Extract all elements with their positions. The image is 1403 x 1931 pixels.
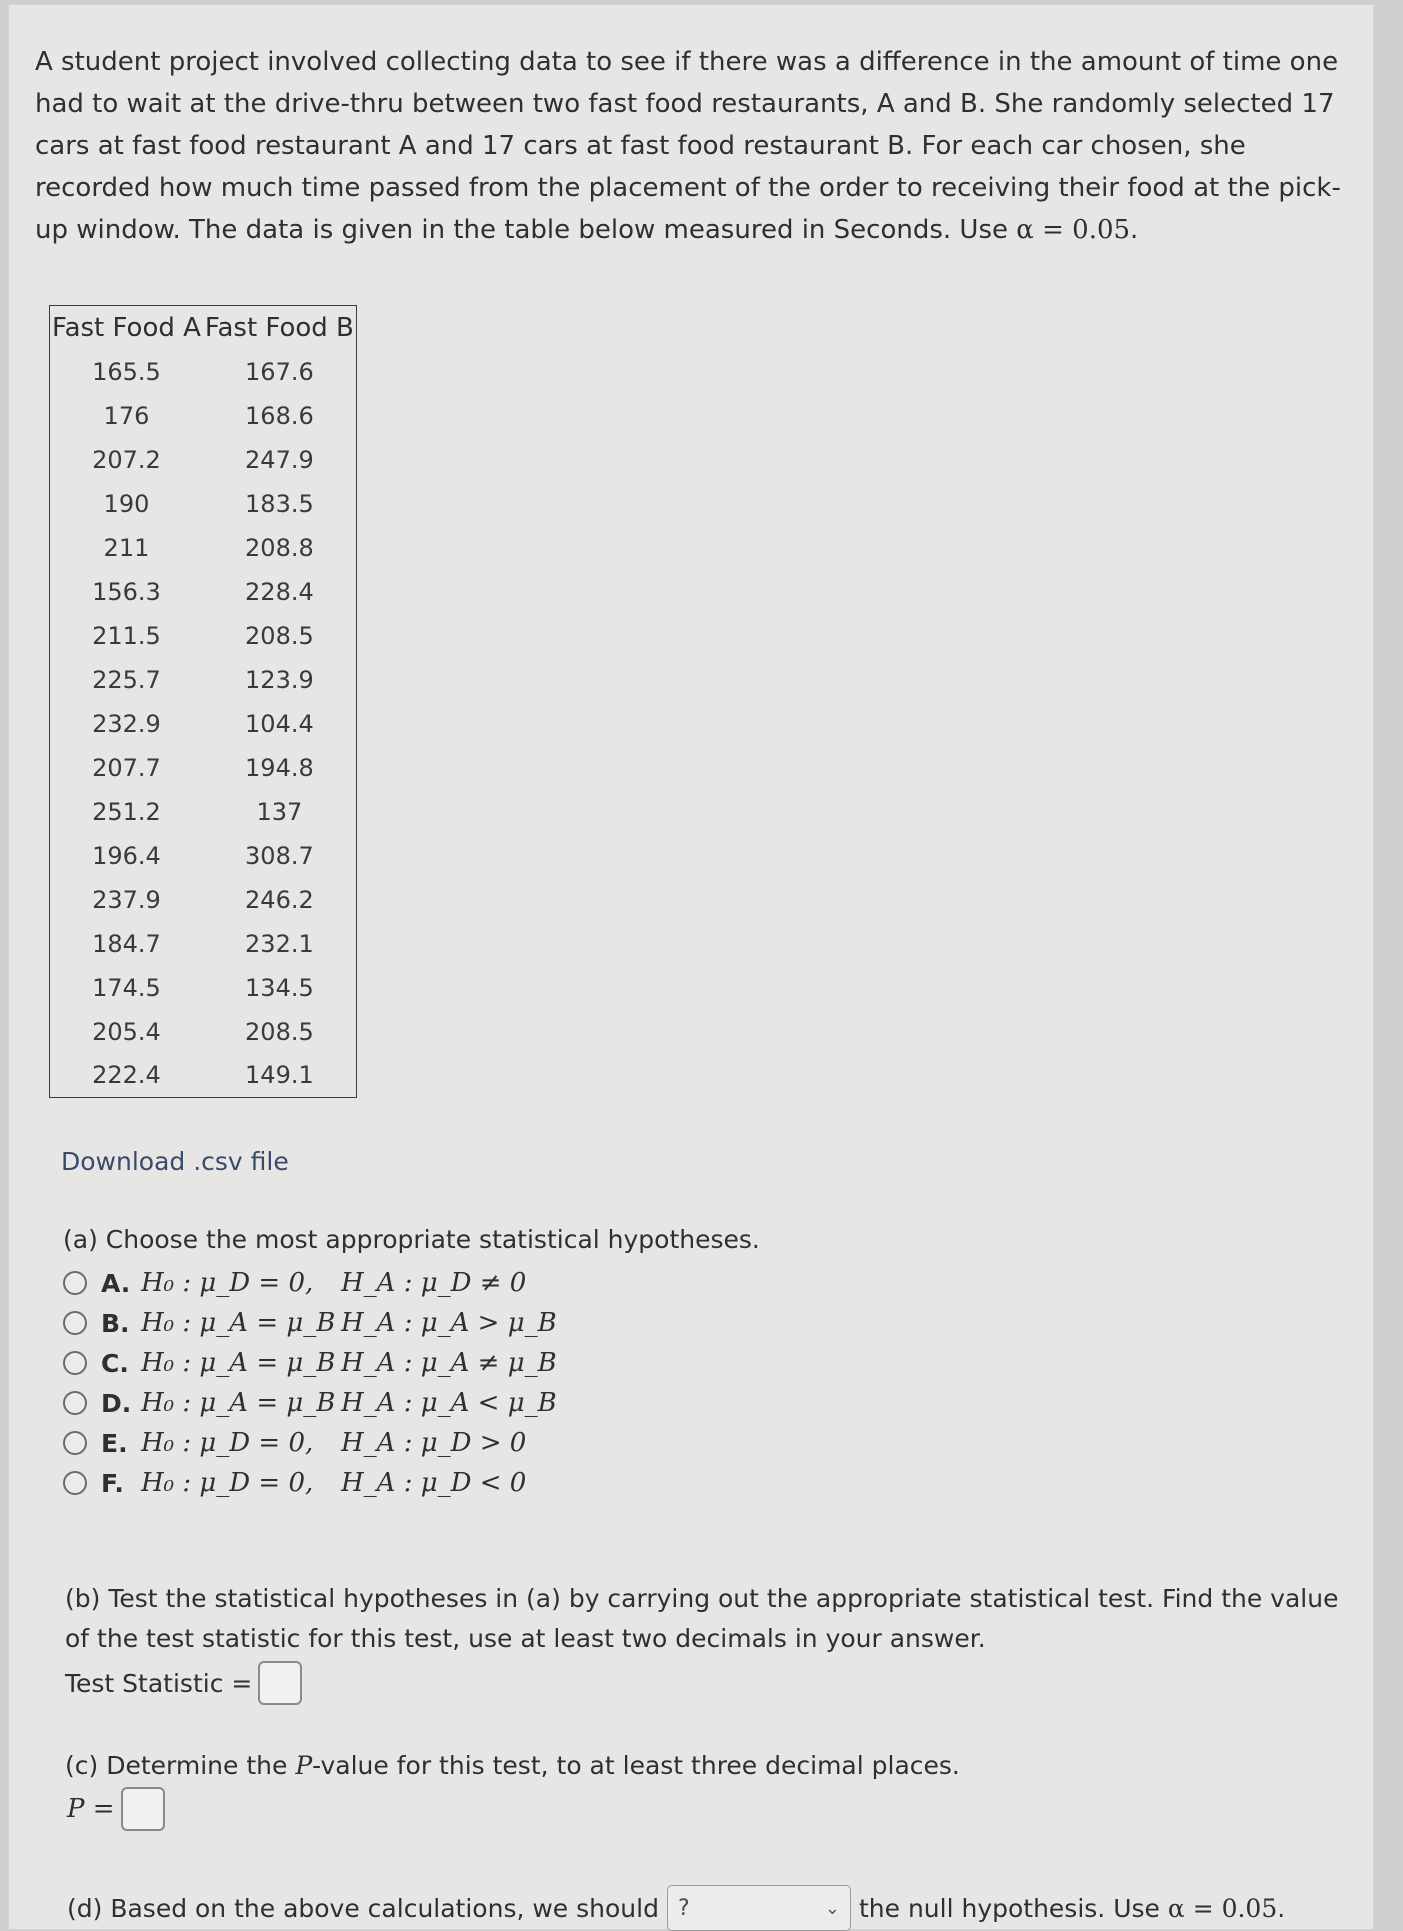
cell-fast-food-a: 207.2 bbox=[92, 445, 161, 474]
table-row bbox=[50, 834, 357, 878]
alt-hypothesis: H_A : μ_A < μ_B bbox=[341, 1388, 557, 1418]
cell-fast-food-b: 308.7 bbox=[245, 841, 314, 870]
table-row bbox=[50, 1054, 357, 1098]
option-letter: C. bbox=[101, 1348, 129, 1378]
cell-fast-food-a: 211 bbox=[103, 533, 150, 562]
decision-select-value: ? bbox=[677, 1895, 690, 1921]
cell-fast-food-a: 176 bbox=[103, 401, 150, 430]
cell-fast-food-a: 237.9 bbox=[92, 885, 161, 914]
radio-button[interactable] bbox=[63, 1311, 87, 1335]
table-row bbox=[50, 482, 357, 526]
part-c-prompt bbox=[65, 1751, 960, 1780]
part-b-prompt: (b) Test the statistical hypotheses in (a) by carrying out the appropriate statistical test. Find the value of the test statistic for this test, use at least two decimals in your answer. bbox=[65, 1584, 1339, 1653]
part-d-period: . bbox=[1277, 1893, 1286, 1923]
cell-fast-food-a: 207.7 bbox=[92, 753, 161, 782]
intro-text: A student project involved collecting data to see if there was a difference in the amount of time one had to wait at the drive-thru between two fast food restaurants, A and B. She randomly selected 17 cars at fast food restaurant A and 17 cars at fast food restaurant B. For each car chosen, she recorded how much time passed from the placement of the order to receiving their food at the pick-up window. The data is given in the table below measured in Seconds. Use bbox=[35, 47, 1341, 245]
cell-fast-food-a: 205.4 bbox=[92, 1017, 161, 1046]
intro-paragraph bbox=[35, 41, 1355, 251]
cell-fast-food-b: 167.6 bbox=[245, 357, 314, 386]
p-value-input[interactable] bbox=[121, 1787, 165, 1831]
cell-fast-food-b: 194.8 bbox=[245, 753, 314, 782]
part-a-prompt: (a) Choose the most appropriate statistical hypotheses. bbox=[63, 1225, 760, 1254]
option-e[interactable] bbox=[63, 1423, 557, 1463]
null-hypothesis: H₀ : μ_A = μ_B bbox=[141, 1388, 336, 1418]
table-body bbox=[50, 350, 357, 1098]
table-row bbox=[50, 570, 357, 614]
radio-button[interactable] bbox=[63, 1351, 87, 1375]
table-row bbox=[50, 350, 357, 394]
data-table bbox=[49, 305, 357, 1098]
cell-fast-food-b: 123.9 bbox=[245, 665, 314, 694]
part-c-text-before: (c) Determine the bbox=[65, 1751, 296, 1780]
null-hypothesis: H₀ : μ_A = μ_B bbox=[141, 1348, 336, 1378]
test-statistic-label: Test Statistic = bbox=[65, 1668, 253, 1698]
radio-button[interactable] bbox=[63, 1391, 87, 1415]
intro-period: . bbox=[1130, 215, 1139, 245]
alt-hypothesis: H_A : μ_A > μ_B bbox=[341, 1308, 557, 1338]
table-row bbox=[50, 702, 357, 746]
table-row bbox=[50, 658, 357, 702]
radio-button[interactable] bbox=[63, 1431, 87, 1455]
cell-fast-food-a: 156.3 bbox=[92, 577, 161, 606]
option-letter: F. bbox=[101, 1468, 124, 1498]
option-letter: A. bbox=[101, 1268, 131, 1298]
part-d-row bbox=[67, 1885, 1285, 1931]
alt-hypothesis: H_A : μ_D ≠ 0 bbox=[341, 1268, 527, 1298]
p-value-row bbox=[67, 1787, 165, 1831]
part-d-after: the null hypothesis. Use bbox=[858, 1893, 1160, 1923]
column-header: Fast Food A bbox=[52, 312, 201, 343]
null-hypothesis: H₀ : μ_A = μ_B bbox=[141, 1308, 336, 1338]
option-f[interactable] bbox=[63, 1463, 557, 1503]
table-header-row bbox=[50, 306, 357, 350]
p-variable: P bbox=[295, 1751, 313, 1780]
table-row bbox=[50, 394, 357, 438]
option-b[interactable] bbox=[63, 1303, 557, 1343]
alt-hypothesis: H_A : μ_A ≠ μ_B bbox=[341, 1348, 557, 1378]
null-hypothesis: H₀ : μ_D = 0, bbox=[141, 1428, 314, 1458]
test-statistic-input[interactable] bbox=[258, 1661, 302, 1705]
cell-fast-food-b: 228.4 bbox=[245, 577, 314, 606]
table-row bbox=[50, 790, 357, 834]
cell-fast-food-a: 184.7 bbox=[92, 929, 161, 958]
cell-fast-food-a: 251.2 bbox=[92, 797, 161, 826]
option-letter: E. bbox=[101, 1428, 128, 1458]
column-header: Fast Food B bbox=[204, 312, 354, 343]
cell-fast-food-a: 196.4 bbox=[92, 841, 161, 870]
cell-fast-food-b: 134.5 bbox=[245, 973, 314, 1002]
decision-select[interactable] bbox=[667, 1885, 851, 1931]
table-row bbox=[50, 1010, 357, 1054]
hypothesis-options bbox=[63, 1263, 557, 1503]
cell-fast-food-b: 247.9 bbox=[245, 445, 314, 474]
option-d[interactable] bbox=[63, 1383, 557, 1423]
cell-fast-food-a: 174.5 bbox=[92, 973, 161, 1002]
alt-hypothesis: H_A : μ_D < 0 bbox=[341, 1468, 527, 1498]
option-c[interactable] bbox=[63, 1343, 557, 1383]
cell-fast-food-b: 183.5 bbox=[245, 489, 314, 518]
test-statistic-row bbox=[65, 1661, 302, 1705]
option-letter: D. bbox=[101, 1388, 132, 1418]
cell-fast-food-b: 232.1 bbox=[245, 929, 314, 958]
cell-fast-food-a: 222.4 bbox=[92, 1061, 161, 1090]
cell-fast-food-a: 225.7 bbox=[92, 665, 161, 694]
cell-fast-food-b: 208.5 bbox=[245, 1017, 314, 1046]
option-letter: B. bbox=[101, 1308, 130, 1338]
table-row bbox=[50, 614, 357, 658]
cell-fast-food-b: 137 bbox=[256, 797, 303, 826]
radio-button[interactable] bbox=[63, 1271, 87, 1295]
cell-fast-food-a: 165.5 bbox=[92, 357, 161, 386]
alpha-expression: α = 0.05 bbox=[1016, 215, 1131, 245]
alt-hypothesis: H_A : μ_D > 0 bbox=[341, 1428, 527, 1458]
option-a[interactable] bbox=[63, 1263, 557, 1303]
cell-fast-food-b: 208.5 bbox=[245, 621, 314, 650]
table-row bbox=[50, 746, 357, 790]
part-c-text-after: -value for this test, to at least three decimal places. bbox=[312, 1751, 960, 1780]
table-row bbox=[50, 878, 357, 922]
table-row bbox=[50, 922, 357, 966]
chevron-down-icon: ⌄ bbox=[824, 1897, 840, 1919]
cell-fast-food-b: 104.4 bbox=[245, 709, 314, 738]
cell-fast-food-b: 168.6 bbox=[245, 401, 314, 430]
cell-fast-food-b: 246.2 bbox=[245, 885, 314, 914]
download-csv-link[interactable]: Download .csv file bbox=[61, 1147, 289, 1176]
null-hypothesis: H₀ : μ_D = 0, bbox=[141, 1268, 314, 1298]
cell-fast-food-b: 149.1 bbox=[245, 1061, 314, 1090]
alpha-expression-d: α = 0.05 bbox=[1167, 1893, 1278, 1923]
radio-button[interactable] bbox=[63, 1471, 87, 1495]
cell-fast-food-a: 232.9 bbox=[92, 709, 161, 738]
question-sheet bbox=[8, 4, 1374, 1930]
cell-fast-food-a: 190 bbox=[103, 489, 150, 518]
table-row bbox=[50, 966, 357, 1010]
p-value-label: P = bbox=[67, 1794, 115, 1824]
table-row bbox=[50, 526, 357, 570]
null-hypothesis: H₀ : μ_D = 0, bbox=[141, 1468, 314, 1498]
table-row bbox=[50, 438, 357, 482]
cell-fast-food-a: 211.5 bbox=[92, 621, 161, 650]
cell-fast-food-b: 208.8 bbox=[245, 533, 314, 562]
part-d-prompt: (d) Based on the above calculations, we should bbox=[67, 1893, 659, 1923]
